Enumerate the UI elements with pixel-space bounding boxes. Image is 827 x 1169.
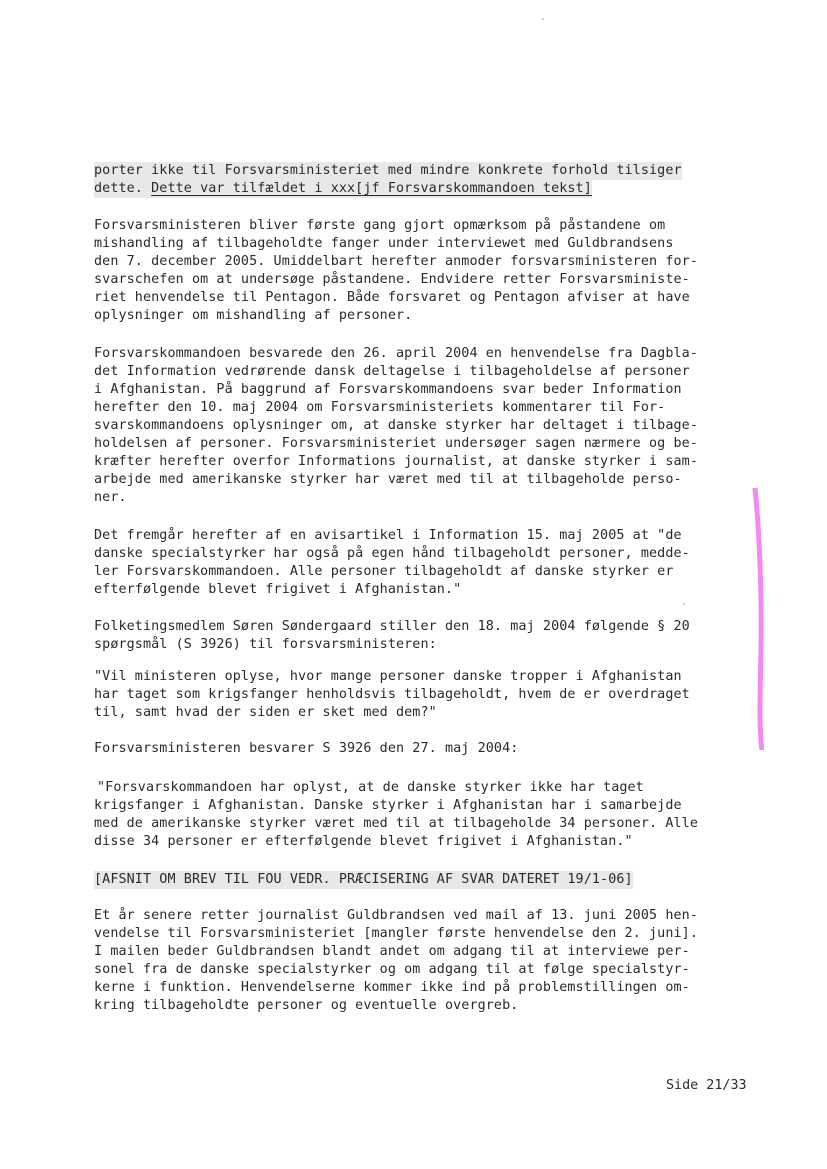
text-line: holdelsen af personer. Forsvarsministeriet undersøger sagen nærmere og be- bbox=[94, 436, 698, 451]
quote-line: "Vil ministeren oplyse, hvor mange personer danske tropper i Afghanistan bbox=[94, 669, 682, 684]
text-line: ner. bbox=[94, 490, 127, 505]
text-line: Det fremgår herefter af en avisartikel i Information 15. maj 2005 at "de bbox=[94, 528, 682, 543]
text-line: oplysninger om mishandling af personer. bbox=[94, 308, 413, 323]
quote-line: har taget som krigsfanger henholdsvis tilbageholdt, hvem de er overdraget bbox=[94, 687, 690, 702]
text-line: mishandling af tilbageholdte fanger under interviewet med Guldbrandsens bbox=[94, 236, 674, 251]
text-line: Folketingsmedlem Søren Søndergaard stiller den 18. maj 2004 følgende § 20 bbox=[94, 619, 690, 634]
text-line: efterfølgende blevet frigivet i Afghanistan." bbox=[94, 582, 462, 597]
text-fragment: dette. bbox=[94, 181, 152, 196]
text-line bbox=[94, 180, 592, 198]
quote-line: til, samt hvad der siden er sket med dem?" bbox=[94, 705, 437, 720]
text-line: svarskommandoens oplysninger om, at danske styrker har deltaget i tilbage- bbox=[94, 418, 698, 433]
text-line: svarschefen om at undersøge påstandene. Endvidere retter Forsvarsministe- bbox=[94, 272, 690, 287]
text-line: Et år senere retter journalist Guldbrandsen ved mail af 13. juni 2005 hen- bbox=[94, 908, 698, 923]
text-line: sonel fra de danske specialstyrker og om adgang til at følge specialstyr- bbox=[94, 962, 690, 977]
quote-line: "Forsvarskommandoen har oplyst, at de danske styrker ikke har taget bbox=[97, 780, 644, 795]
text-line: i Afghanistan. På baggrund af Forsvarskommandoens svar beder Information bbox=[94, 382, 682, 397]
text-line: kerne i funktion. Henvendelserne kommer ikke ind på problemstillingen om- bbox=[94, 980, 690, 995]
text-line: Forsvarsministeren bliver første gang gjort opmærksom på påstandene om bbox=[94, 218, 666, 233]
text-line: arbejde med amerikanske styrker har været med til at tilbageholde perso- bbox=[94, 472, 682, 487]
text-line: herefter den 10. maj 2004 om Forsvarsministeriets kommentarer til For- bbox=[94, 400, 666, 415]
quote-line: krigsfanger i Afghanistan. Danske styrker i Afghanistan har i samarbejde bbox=[94, 798, 682, 813]
text-line: det Information vedrørende dansk deltagelse i tilbageholdelse af personer bbox=[94, 364, 690, 379]
text-line: Forsvarskommandoen besvarede den 26. april 2004 en henvendelse fra Dagbla- bbox=[94, 346, 698, 361]
text-line: kræfter herefter overfor Informations journalist, at danske styrker i sam- bbox=[94, 454, 698, 469]
quote-line: disse 34 personer er efterfølgende blevet frigivet i Afghanistan." bbox=[94, 834, 633, 849]
editor-note: Dette var tilfældet i xxx[jf Forsvarskommandoen tekst] bbox=[151, 181, 592, 196]
text-line: kring tilbageholdte personer og eventuelle overgreb. bbox=[94, 998, 519, 1013]
text-line: Forsvarsministeren besvarer S 3926 den 27. maj 2004: bbox=[94, 741, 519, 756]
highlighter-mark bbox=[752, 488, 764, 750]
text-line: ler Forsvarskommandoen. Alle personer tilbageholdt af danske styrker er bbox=[94, 564, 674, 579]
text-line: danske specialstyrker har også på egen hånd tilbageholdt personer, medde- bbox=[94, 546, 690, 561]
page-number: Side 21/33 bbox=[666, 1078, 747, 1093]
text-line: vendelse til Forsvarsministeriet [mangler første henvendelse den 2. juni]. bbox=[94, 926, 698, 941]
scan-speck bbox=[683, 603, 685, 605]
text-line: den 7. december 2005. Umiddelbart herefter anmoder forsvarsministeren for- bbox=[94, 254, 698, 269]
text-line: riet henvendelse til Pentagon. Både forsvaret og Pentagon afviser at have bbox=[94, 290, 690, 305]
quote-line: med de amerikanske styrker været med til at tilbageholde 34 personer. Alle bbox=[94, 816, 698, 831]
text-line: porter ikke til Forsvarsministeriet med mindre konkrete forhold tilsiger bbox=[94, 163, 682, 178]
text-line: I mailen beder Guldbrandsen blandt andet om adgang til at interviewe per- bbox=[94, 944, 690, 959]
scan-speck bbox=[542, 18, 544, 20]
section-placeholder: [AFSNIT OM BREV TIL FOU VEDR. PRÆCISERING AF SVAR DATERET 19/1-06] bbox=[94, 872, 633, 887]
text-line: spørgsmål (S 3926) til forsvarsministeren: bbox=[94, 637, 437, 652]
